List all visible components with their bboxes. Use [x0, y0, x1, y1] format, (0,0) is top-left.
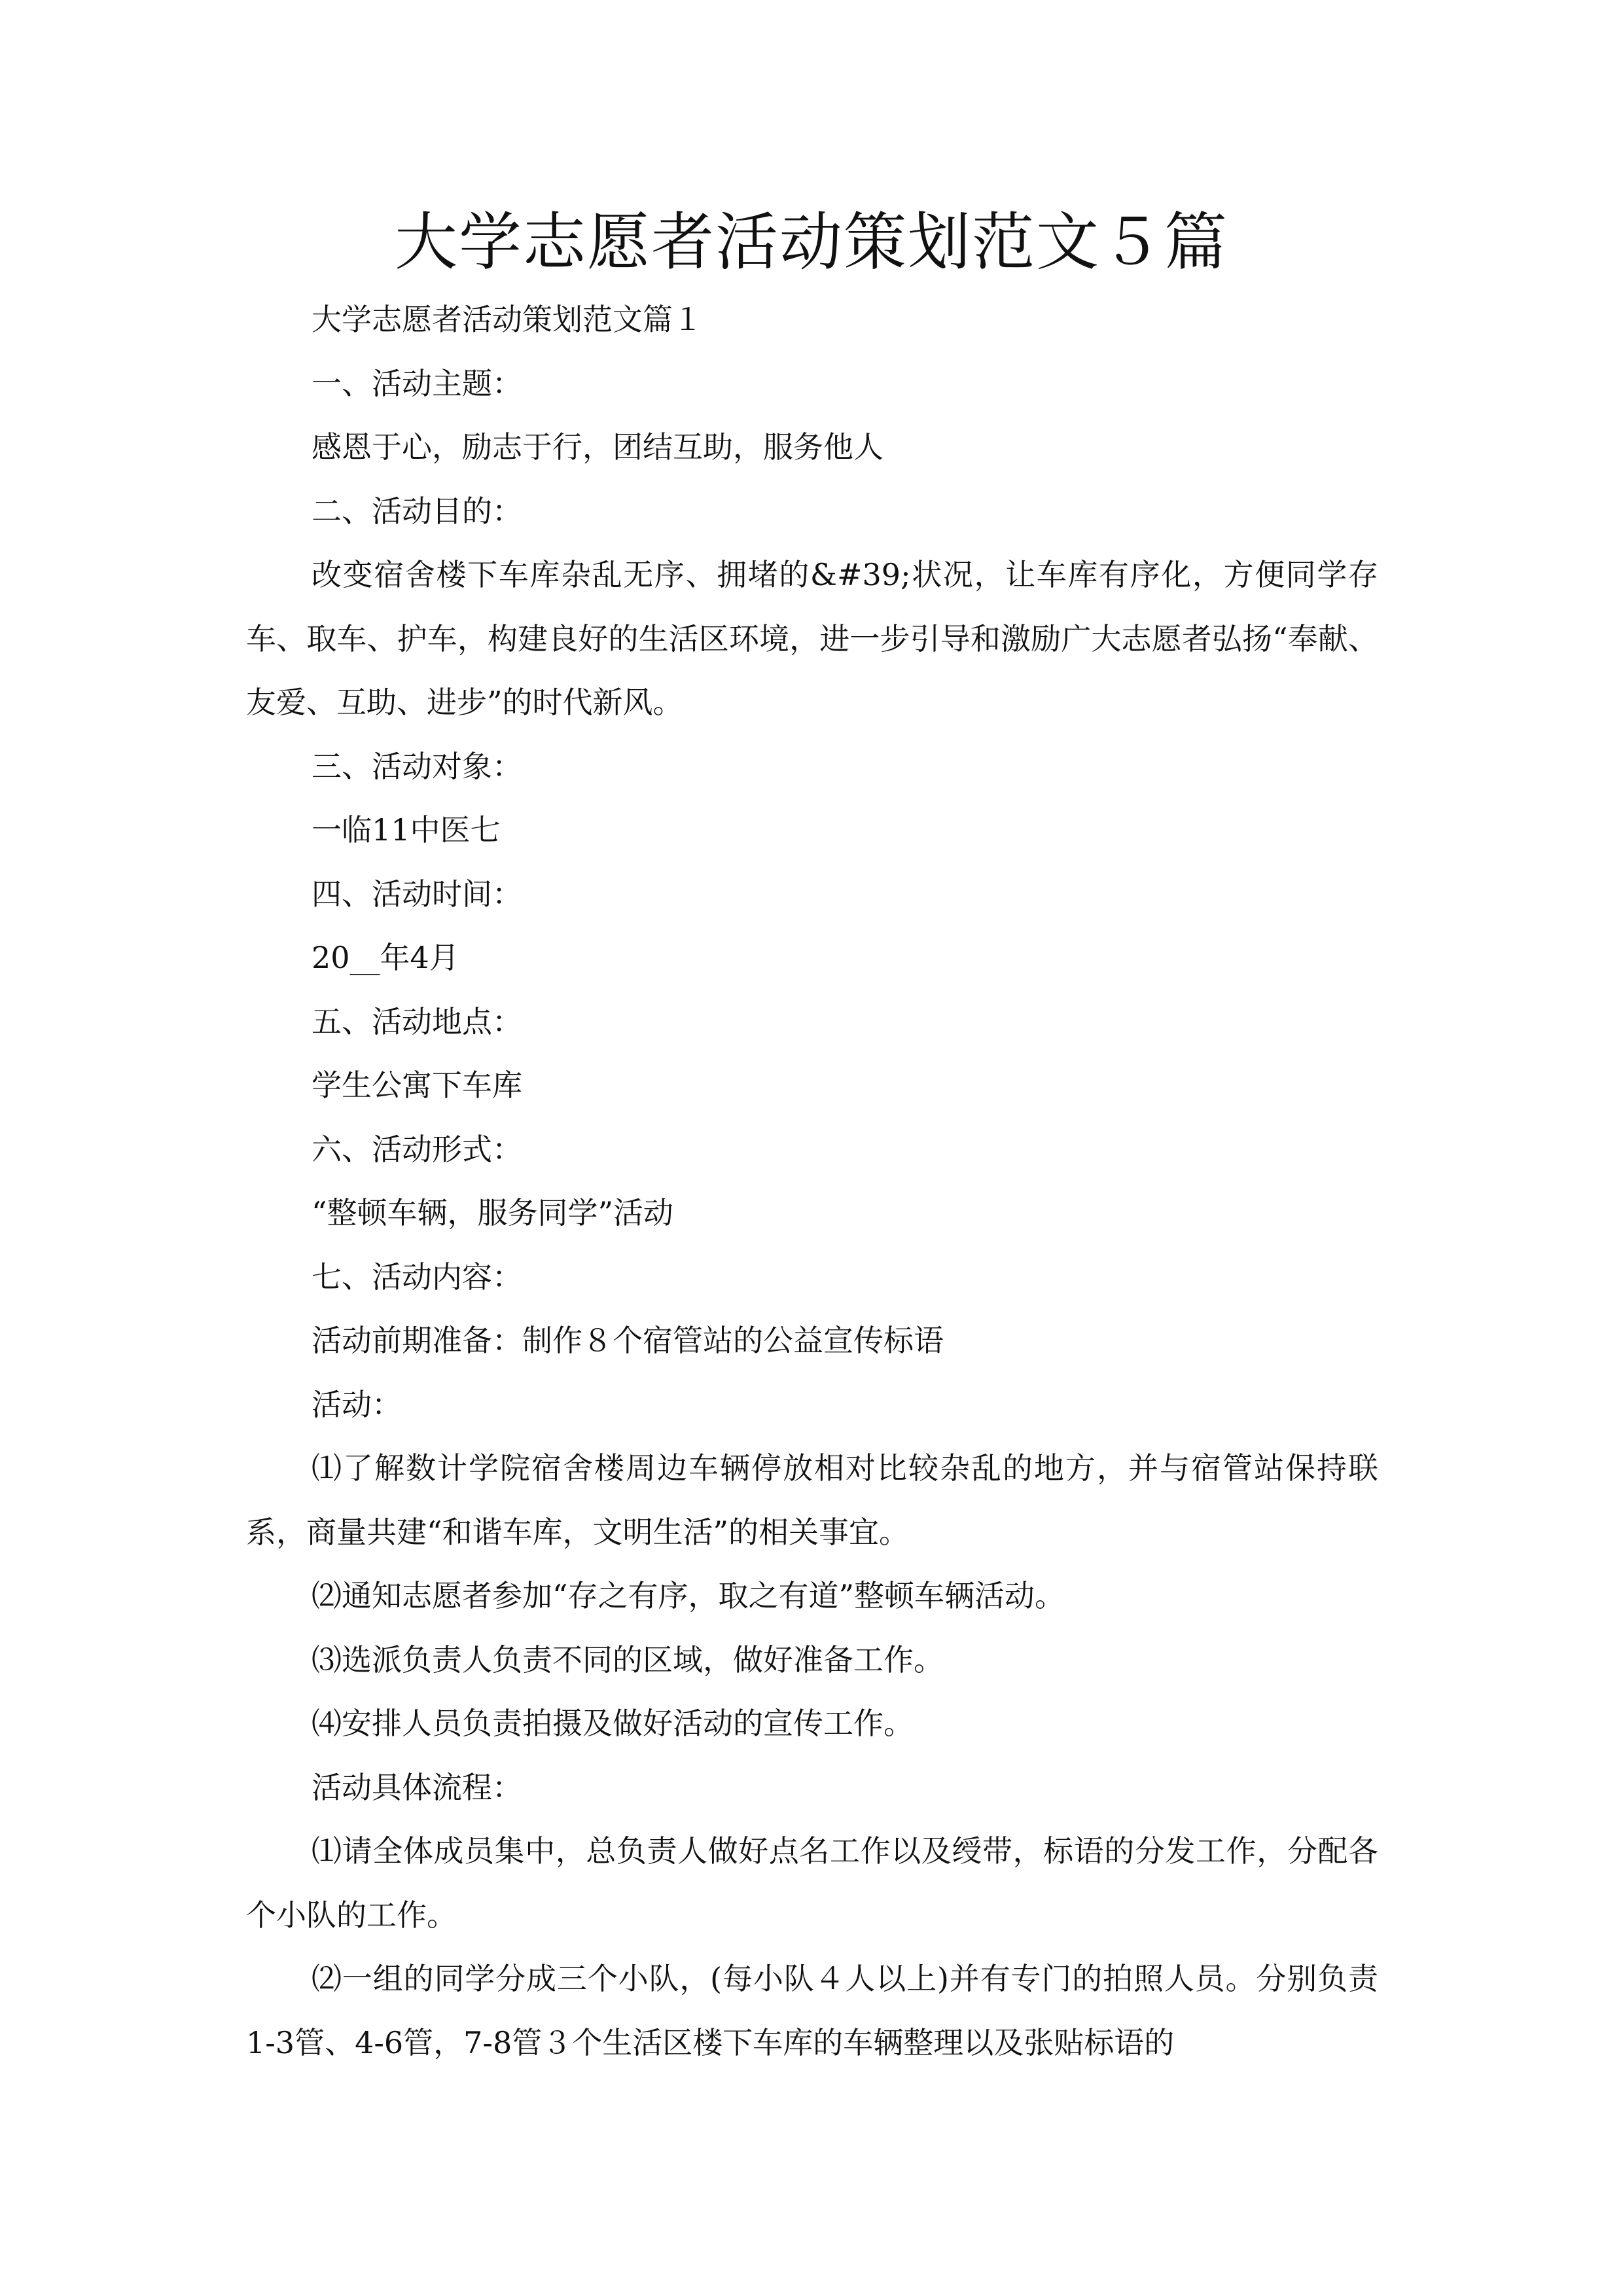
paragraph: 学生公寓下车库	[312, 1067, 522, 1103]
paragraph: 活动：	[312, 1386, 402, 1422]
heading-form: 六、活动形式：	[312, 1131, 522, 1167]
heading-location: 五、活动地点：	[312, 1003, 522, 1039]
list-item: ⑶选派负责人负责不同的区域，做好准备工作。	[312, 1641, 944, 1677]
paragraph: 感恩于心，励志于行，团结互助，服务他人	[312, 429, 883, 465]
paragraph: 一临11中医七	[312, 812, 501, 848]
section-heading: 大学志愿者活动策划范文篇１	[312, 302, 703, 337]
heading-content: 七、活动内容：	[312, 1259, 522, 1295]
paragraph: 改变宿舍楼下车库杂乱无序、拥堵的&#39;状况，让车库有序化，方便同学存车、取车、护车，构建良好的生活区环境，进一步引导和激励广大志愿者弘扬“奉献、友爱、互助、进步”的时代新风。	[246, 557, 1378, 720]
heading-target: 三、活动对象：	[312, 748, 522, 784]
list-item: ⑴了解数计学院宿舍楼周边车辆停放相对比较杂乱的地方，并与宿管站保持联系，商量共建“和谐车库，文明生活”的相关事宜。	[246, 1450, 1378, 1550]
heading-time: 四、活动时间：	[312, 876, 522, 912]
list-item: ⑵通知志愿者参加“存之有序，取之有道”整顿车辆活动。	[312, 1578, 1065, 1613]
page-title: 大学志愿者活动策划范文５篇	[395, 206, 1228, 279]
paragraph: 活动前期准备：制作８个宿管站的公益宣传标语	[312, 1323, 944, 1358]
paragraph: 20__年4月	[312, 940, 459, 975]
heading-purpose: 二、活动目的：	[312, 493, 522, 529]
paragraph: “整顿车辆，服务同学”活动	[312, 1195, 674, 1230]
list-item: ⑷安排人员负责拍摄及做好活动的宣传工作。	[312, 1706, 914, 1741]
list-item: ⑵一组的同学分成三个小队，(每小队４人以上)并有专门的拍照人员。分别负责1-3管、4-6管，7-8管３个生活区楼下车库的车辆整理以及张贴标语的	[246, 1961, 1378, 2060]
list-item: ⑴请全体成员集中，总负责人做好点名工作以及绶带，标语的分发工作，分配各个小队的工作。	[246, 1833, 1378, 1933]
document-body	[246, 288, 1378, 2075]
paragraph: 活动具体流程：	[312, 1769, 522, 1805]
heading-theme: 一、活动主题：	[312, 365, 522, 401]
